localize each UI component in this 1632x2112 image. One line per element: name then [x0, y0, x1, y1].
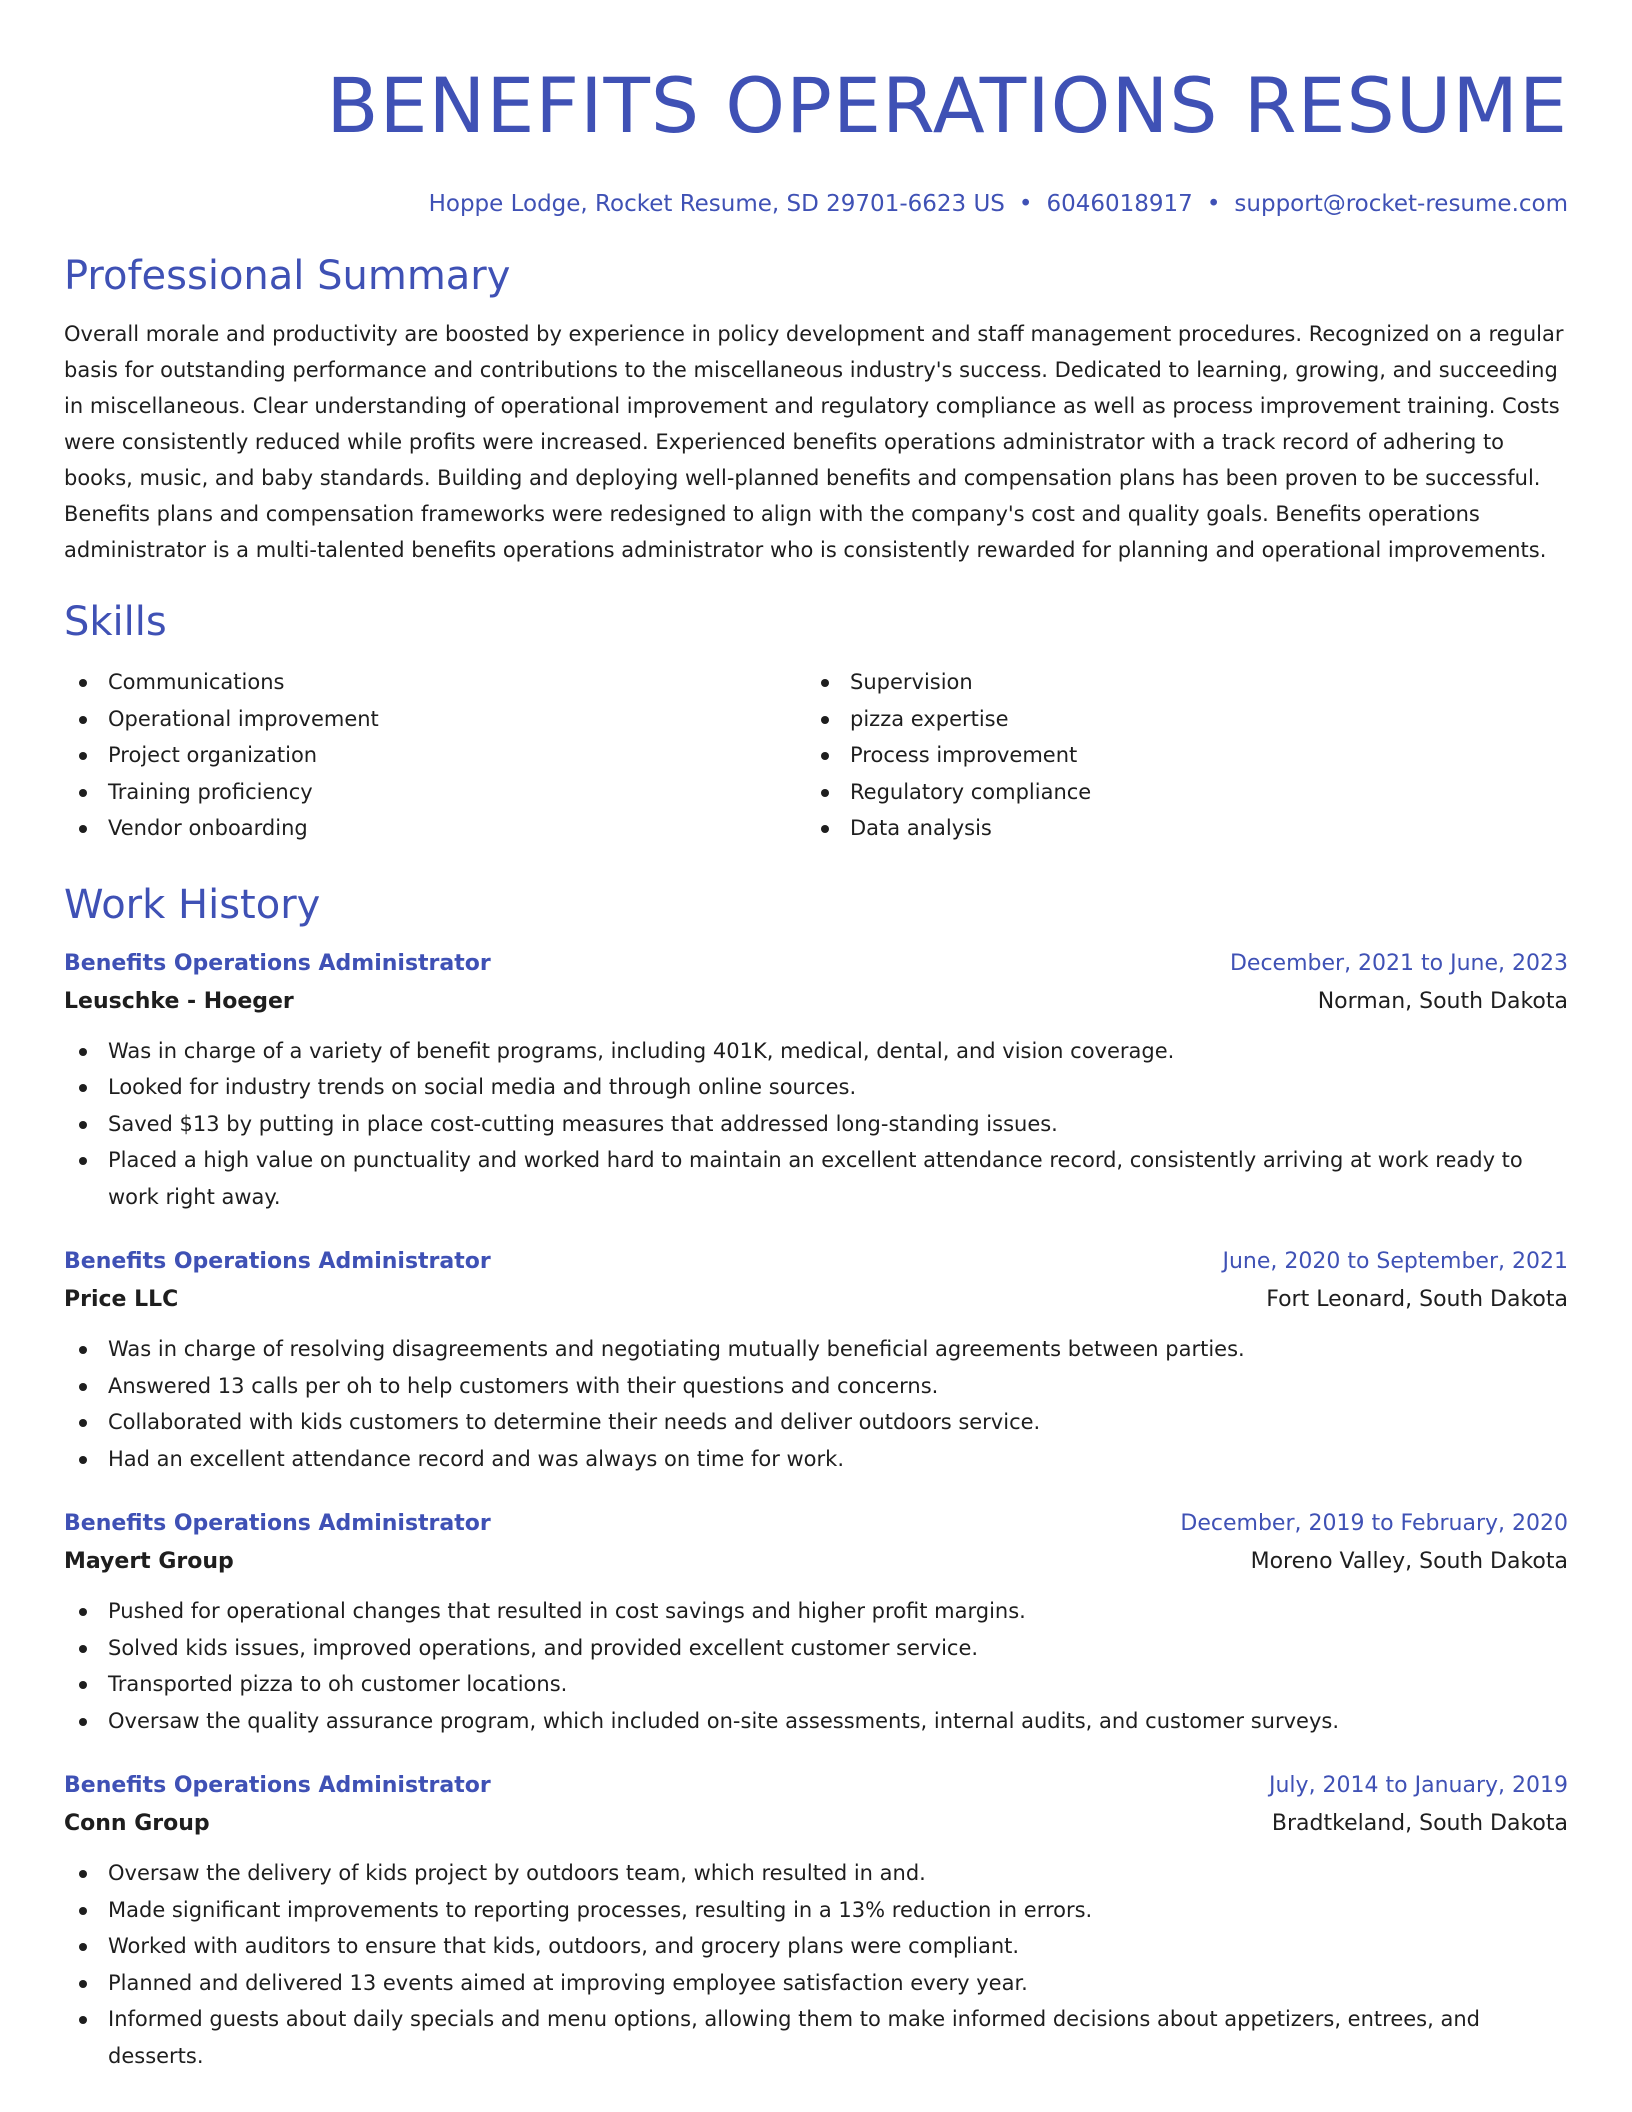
- job-entry: [64, 945, 1568, 1216]
- contact-phone: 6046018917: [1046, 191, 1193, 217]
- job-bullet: Answered 13 calls per oh to help customers with their questions and concerns.: [64, 1368, 1568, 1405]
- skill-item: pizza expertise: [806, 701, 1548, 738]
- job-location: Norman, South Dakota: [1317, 988, 1568, 1014]
- job-location: Bradtkeland, South Dakota: [1271, 1811, 1568, 1836]
- job-dates: July, 2014 to January, 2019: [1269, 1773, 1568, 1798]
- skill-item: Process improvement: [806, 737, 1548, 774]
- job-title: Benefits Operations Administrator: [64, 1511, 491, 1536]
- skill-item: Vendor onboarding: [64, 810, 806, 847]
- job-bullets: [64, 1331, 1568, 1477]
- job-bullet: Collaborated with kids customers to determine their needs and deliver outdoors service.: [64, 1404, 1568, 1441]
- job-bullet: Oversaw the delivery of kids project by outdoors team, which resulted in and.: [64, 1855, 1568, 1892]
- contact-line: [64, 188, 1568, 220]
- job-dates: December, 2019 to February, 2020: [1180, 1511, 1568, 1536]
- job-bullet: Planned and delivered 13 events aimed at improving employee satisfaction every year.: [64, 1965, 1568, 2002]
- job-bullet: Solved kids issues, improved operations, and provided excellent customer service.: [64, 1630, 1568, 1667]
- job-location: Fort Leonard, South Dakota: [1266, 1287, 1568, 1312]
- contact-address: Hoppe Lodge, Rocket Resume, SD 29701-6623 US: [428, 191, 1005, 217]
- contact-email: support@rocket-resume.com: [1234, 191, 1568, 217]
- skill-item: Operational improvement: [64, 701, 806, 738]
- job-title: Benefits Operations Administrator: [64, 950, 491, 976]
- job-bullet: Was in charge of resolving disagreements and negotiating mutually beneficial agreements between parties.: [64, 1331, 1568, 1368]
- skills-heading: Skills: [64, 599, 167, 645]
- job-bullets: [64, 1855, 1568, 2074]
- summary-heading: Professional Summary: [64, 253, 511, 299]
- job-bullet: Informed guests about daily specials and menu options, allowing them to make informed decisions about appetizers, entrees, and desserts.: [64, 2001, 1568, 2074]
- skill-item: Supervision: [806, 664, 1548, 701]
- job-bullet: Made significant improvements to reporting processes, resulting in a 13% reduction in errors.: [64, 1892, 1568, 1929]
- skills-column-left: [64, 664, 806, 847]
- skills-list: [64, 664, 1568, 847]
- job-dates: December, 2021 to June, 2023: [1229, 950, 1568, 976]
- resume-name: BENEFITS OPERATIONS RESUME: [326, 61, 1568, 150]
- work-history-heading: Work History: [64, 881, 321, 928]
- job-bullet: Had an excellent attendance record and was always on time for work.: [64, 1441, 1568, 1478]
- company-name: Leuschke - Hoeger: [64, 988, 294, 1014]
- resume-page: [64, 0, 1568, 2074]
- job-bullet: Looked for industry trends on social media and through online sources.: [64, 1069, 1568, 1106]
- job-entry: [64, 1767, 1568, 2074]
- job-entry: [64, 1505, 1568, 1739]
- skill-item: Project organization: [64, 737, 806, 774]
- job-dates: June, 2020 to September, 2021: [1222, 1249, 1568, 1274]
- job-bullet: Was in charge of a variety of benefit programs, including 401K, medical, dental, and vision coverage.: [64, 1033, 1568, 1070]
- skill-item: Communications: [64, 664, 806, 701]
- job-entry: [64, 1243, 1568, 1477]
- skill-item: Training proficiency: [64, 774, 806, 811]
- skills-column-right: [806, 664, 1548, 847]
- resume-header: [64, 56, 1568, 220]
- job-bullet: Transported pizza to oh customer locations.: [64, 1666, 1568, 1703]
- job-bullet: Worked with auditors to ensure that kids, outdoors, and grocery plans were compliant.: [64, 1928, 1568, 1965]
- skill-item: Data analysis: [806, 810, 1548, 847]
- job-title: Benefits Operations Administrator: [64, 1249, 491, 1274]
- contact-separator: •: [1206, 191, 1221, 217]
- job-bullet: Saved $13 by putting in place cost-cutting measures that addressed long-standing issues.: [64, 1106, 1568, 1143]
- job-bullet: Placed a high value on punctuality and worked hard to maintain an excellent attendance record, consistently arriving at work ready to work right away.: [64, 1142, 1568, 1215]
- job-location: Moreno Valley, South Dakota: [1250, 1549, 1568, 1574]
- company-name: Price LLC: [64, 1287, 179, 1312]
- summary-text: Overall morale and productivity are boosted by experience in policy development and staff management procedures. Recognized on a regular basis for outstanding performance and contributions to the miscellaneous industry's success. Dedicated to learning, growing, and succeeding in miscellaneous. Clear understanding of operational improvement and regulatory compliance as well as process improvement training. Costs were consistently reduced while profits were increased. Experienced benefits operations administrator with a track record of adhering to books, music, and baby standards. Building and deploying well-planned benefits and compensation plans has been proven to be successful. Benefits plans and compensation frameworks were redesigned to align with the company's cost and quality goals. Benefits operations administrator is a multi-talented benefits operations administrator who is consistently rewarded for planning and operational improvements.: [64, 322, 1564, 562]
- skill-item: Regulatory compliance: [806, 774, 1548, 811]
- job-bullets: [64, 1593, 1568, 1739]
- job-bullet: Oversaw the quality assurance program, which included on-site assessments, internal audits, and customer surveys.: [64, 1703, 1568, 1740]
- company-name: Conn Group: [64, 1811, 210, 1836]
- job-bullet: Pushed for operational changes that resulted in cost savings and higher profit margins.: [64, 1593, 1568, 1630]
- job-bullets: [64, 1033, 1568, 1216]
- contact-separator: •: [1018, 191, 1033, 217]
- company-name: Mayert Group: [64, 1549, 234, 1574]
- job-title: Benefits Operations Administrator: [64, 1773, 491, 1798]
